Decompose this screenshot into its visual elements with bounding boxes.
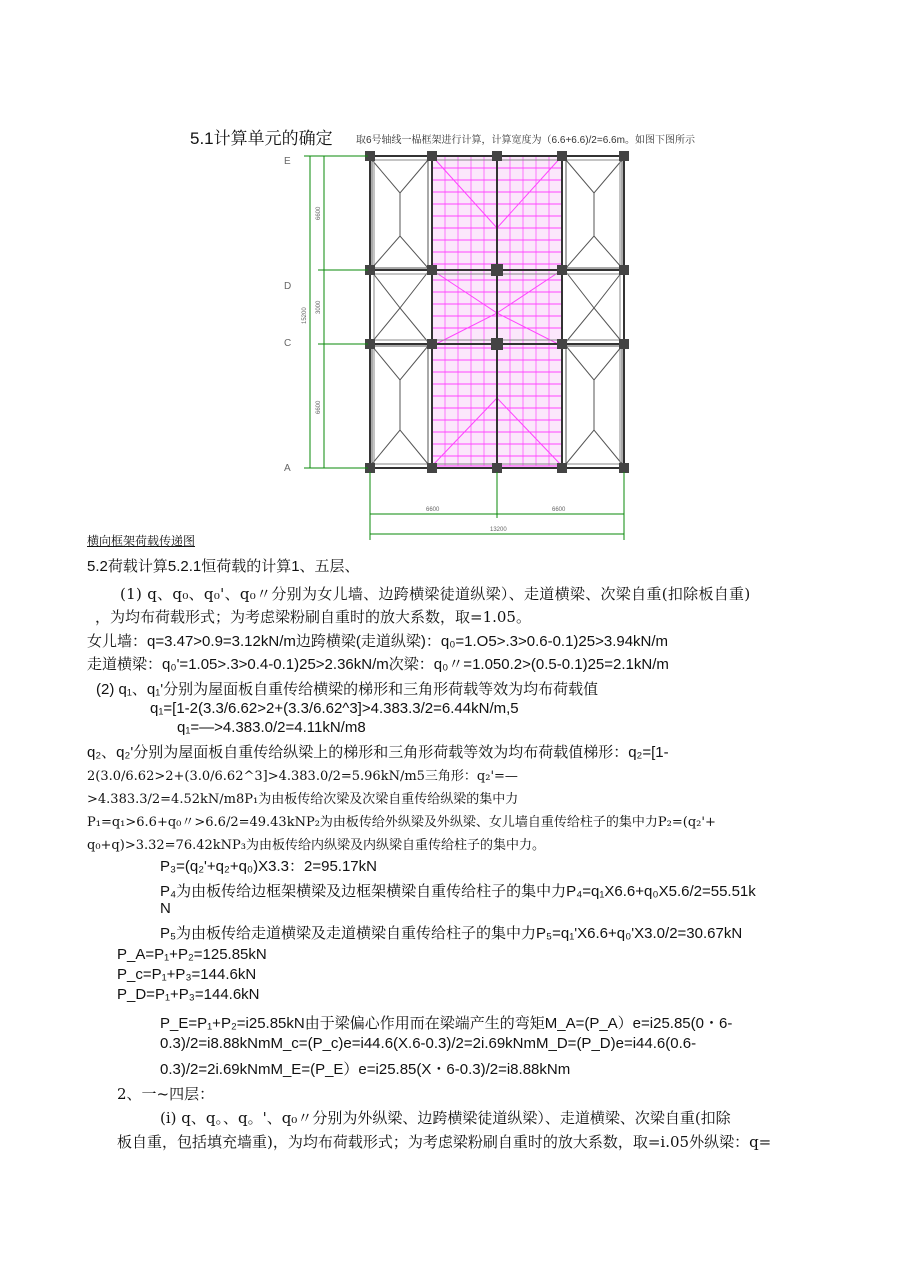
line-22: 0.3)/2=i8.88kNmM_c=(P_c)e=i44.6(X.6-0.3)/2=2i.69kNmM_D=(P_D)e=i44.6(0.6- — [160, 1035, 697, 1052]
line-17: P₅为由板传给走道横梁及走道横梁自重传给柱子的集中力P₅=q₁'X6.6+q₀'X3.0/2=30.67kN — [160, 925, 743, 942]
axis-label-e: E — [284, 156, 291, 167]
line-12: P₁=q₁>6.6+q₀〃>6.6/2=49.43kNP₂为由板传给外纵梁及外纵梁、女儿墙自重传给柱子的集中力P₂=(q₂'+ — [87, 815, 716, 830]
line-14: P₃=(q₂'+q₂+q₀)X3.3：2=95.17kN — [160, 858, 377, 875]
line-15: P₄为由板传给边框架横梁及边框架横梁自重传给柱子的集中力P₄=q₁X6.6+q₀X5.6/2=55.51k — [160, 883, 756, 900]
dim-bottom-1: 6600 — [426, 507, 440, 513]
line-05: 走道横梁：q₀'=1.05>.3>0.4-0.1)25>2.36kN/m次梁：q₀〃=1.050.2>(0.5-0.1)25=2.1kN/m — [87, 656, 669, 673]
line-06: (2) q₁、q₁'分别为屋面板自重传给横梁的梯形和三角形荷载等效为均布荷载值 — [96, 681, 599, 698]
line-10: 2(3.0/6.62>2+(3.0/6.62^3]>4.383.0/2=5.96kN/m5三角形：q₂'=— — [87, 769, 518, 784]
line-20: P_D=P₁+P₃=144.6kN — [117, 986, 260, 1003]
dim-left-bottom: 6600 — [316, 400, 322, 414]
line-21: P_E=P₁+P₂=i25.85kN由于梁偏心作用而在梁端产生的弯矩M_A=(P_A）e=i25.85(0・6- — [160, 1015, 733, 1032]
line-25: (i) q、q。、q。'、q₀〃分别为外纵梁、边跨横梁徒道纵梁）、走道横梁、次梁自重(扣除 — [160, 1109, 731, 1127]
line-04: 女儿墙：q=3.47>0.9=3.12kN/m边跨横梁(走道纵梁)：q₀=1.O5>.3>0.6-0.1)25>3.94kN/m — [87, 633, 669, 650]
line-26: 板自重，包括填充墙重)，为均布荷载形式；为考虑梁粉刷自重时的放大系数，取=i.05外纵梁：q= — [117, 1133, 772, 1151]
line-19: P_c=P₁+P₃=144.6kN — [117, 966, 257, 983]
line-07: q₁=[1-2(3.3/6.62>2+(3.3/6.62^3]>4.383.3/2=6.44kN/m,5 — [150, 700, 519, 717]
dim-left-top: 6600 — [316, 206, 322, 220]
line-01: 5.2荷载计算5.2.1恒荷载的计算1、五层、 — [87, 558, 360, 575]
section-description: 取6号轴线一榀框架进行计算，计算宽度为（6.6+6.6)/2=6.6m。如图下图所示 — [356, 135, 695, 146]
axis-label-a: A — [284, 463, 291, 474]
line-18: P_A=P₁+P₂=125.85kN — [117, 946, 267, 963]
axis-label-d: D — [284, 281, 292, 292]
dim-bottom-2: 6600 — [552, 507, 566, 513]
dim-left-mid: 3000 — [316, 300, 322, 314]
line-11: >4.383.3/2=4.52kN/m8P₁为由板传给次梁及次梁自重传给纵梁的集中力 — [87, 792, 519, 807]
line-08: q₁=—>4.383.0/2=4.11kN/m8 — [177, 719, 366, 736]
beam-grid — [368, 152, 626, 472]
line-23: 0.3)/2=2i.69kNmM_E=(P_E）e=i25.85(X・6-0.3)/2=i8.88kNm — [160, 1061, 571, 1078]
section-title: 5.1计算单元的确定 — [190, 129, 333, 148]
left-dimension-lines — [304, 156, 368, 468]
line-02: (1) q、q₀、q₀'、q₀〃分别为女儿墙、边跨横梁徒道纵梁）、走道横梁、次梁自重(扣除板自重) — [120, 585, 751, 603]
line-03: ，为均布荷载形式；为考虑梁粉刷自重时的放大系数，取=1.05。 — [95, 608, 531, 626]
line-24: 2、一~四层： — [117, 1085, 215, 1103]
line-09: q₂、q₂'分别为屋面板自重传给纵梁上的梯形和三角形荷载等效为均布荷载值梯形：q₂=[1- — [87, 744, 669, 761]
dim-left-total: 15200 — [302, 307, 308, 324]
line-13: q₀+q)>3.32=76.42kNP₃为由板传给内纵梁及内纵梁自重传给柱子的集中力。 — [87, 838, 545, 853]
dim-bottom-total: 13200 — [490, 527, 507, 533]
axis-label-c: C — [284, 338, 292, 349]
frame-plan-drawing — [280, 148, 640, 543]
line-16: N — [160, 900, 171, 917]
figure-caption: 横向框架荷载传递图 — [87, 534, 196, 548]
